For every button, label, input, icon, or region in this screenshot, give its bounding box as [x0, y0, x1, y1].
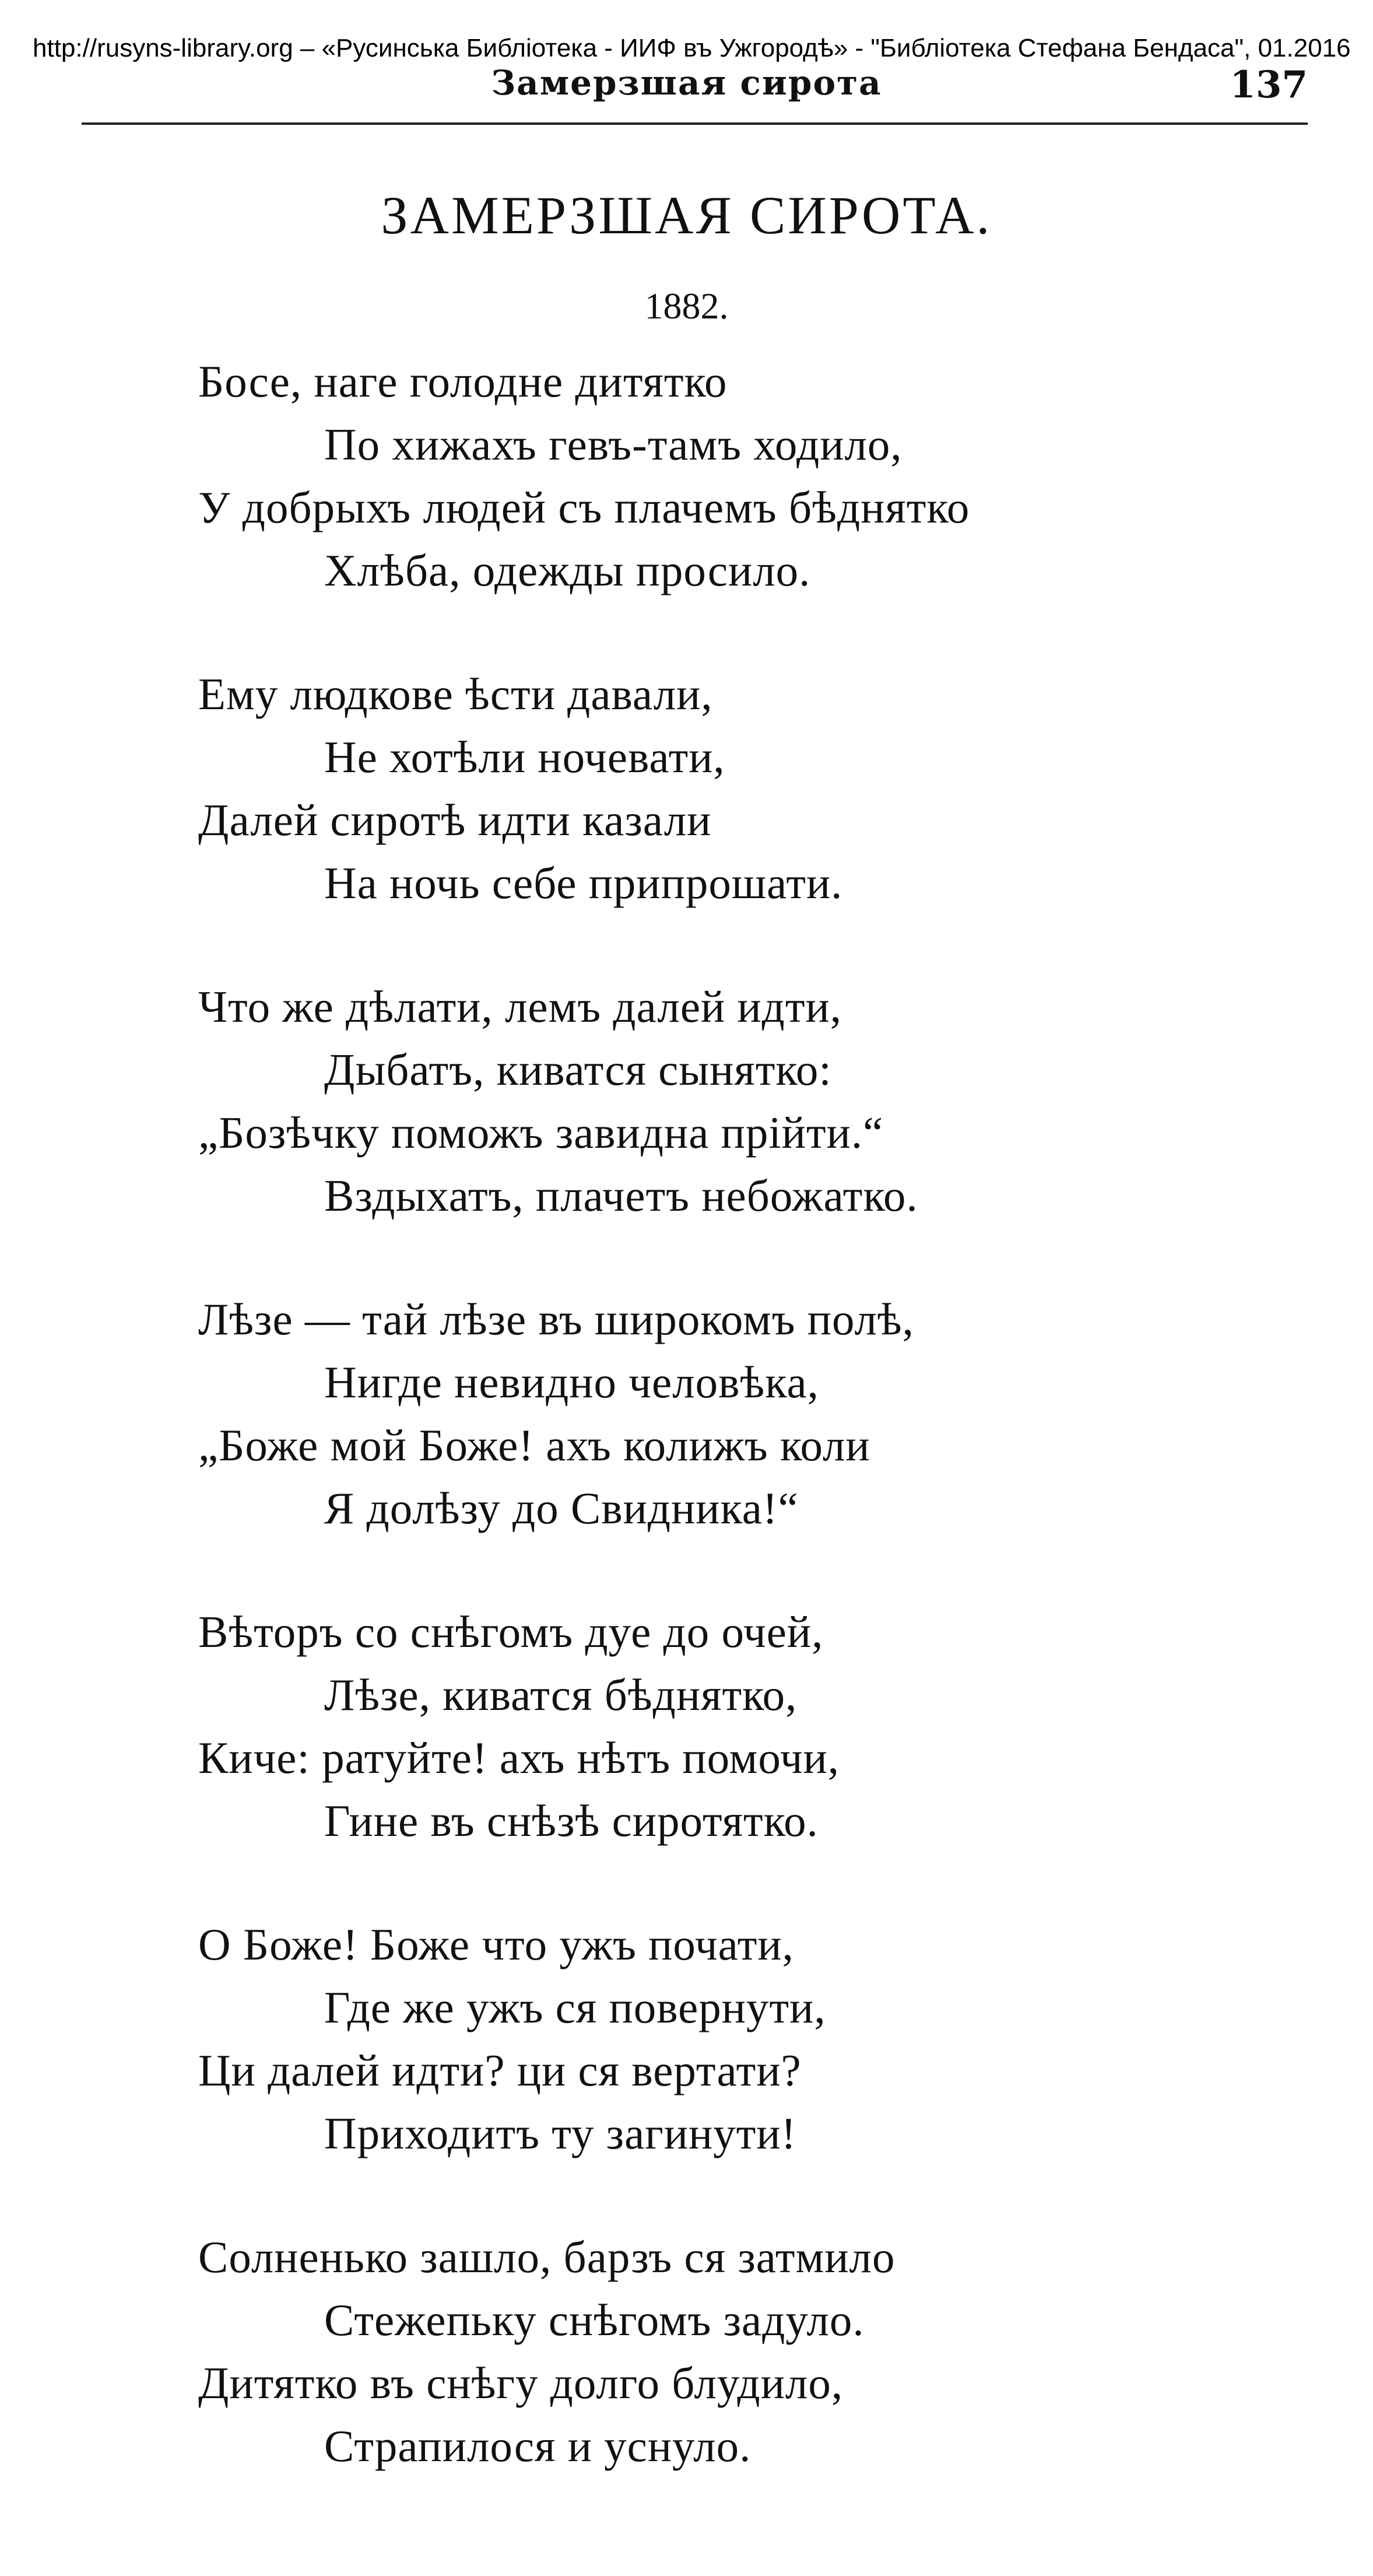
poem-line: Нигде невидно человѣка,	[324, 1357, 819, 1407]
stanza	[198, 2225, 1248, 2477]
poem-title: ЗАМЕРЗШАЯ СИРОТА.	[381, 185, 992, 245]
poem-line: Вѣторъ со снѣгомъ дуе до очей,	[198, 1607, 824, 1657]
poem-line: По хижахъ гевъ-тамъ ходило,	[324, 419, 903, 469]
poem-line: Стежепьку снѣгомъ задуло.	[324, 2295, 865, 2345]
poem-line: Хлѣба, одежды просило.	[324, 545, 811, 595]
poem-line: „Боже мой Боже! ахъ колижъ коли	[198, 1420, 870, 1470]
stanza	[198, 1913, 1248, 2165]
page-number: 137	[1230, 63, 1308, 107]
poem-line: Не хотѣли ночевати,	[324, 732, 725, 782]
poem-line: Лѣзе, киватся бѣднятко,	[324, 1670, 798, 1720]
poem-line: Ему людкове ѣсти давали,	[198, 669, 713, 719]
poem-line: Что же дѣлати, лемъ далей идти,	[198, 982, 842, 1032]
stanza	[198, 975, 1248, 1227]
poem-line: Вздыхатъ, плачетъ небожатко.	[324, 1170, 918, 1221]
poem-line: Босе, наге голодне дитятко	[198, 356, 728, 406]
poem-line: Приходитъ ту загинути!	[324, 2108, 797, 2158]
poem-line: На ночь себе припрошати.	[324, 858, 843, 908]
poem-line: Дитятко въ снѣгу долго блудило,	[198, 2358, 844, 2408]
poem-line: Лѣзе — тай лѣзе въ широкомъ полѣ,	[198, 1294, 914, 1344]
poem-body	[198, 350, 1248, 2538]
poem-line: О Боже! Боже что ужъ почати,	[198, 1919, 794, 1969]
poem-line: У добрыхъ людей съ плачемъ бѣднятко	[198, 482, 970, 532]
poem-line: Страпилося и уснуло.	[324, 2421, 752, 2471]
poem-line: Дыбатъ, киватся сынятко:	[324, 1045, 832, 1095]
poem-line: Гине въ снѣзѣ сиротятко.	[324, 1796, 819, 1846]
poem-line: „Бозѣчку поможъ завидна прійти.“	[198, 1107, 884, 1158]
stanza	[198, 350, 1248, 602]
stanza	[198, 1600, 1248, 1852]
poem-line: Где же ужъ ся повернути,	[324, 1982, 826, 2032]
poem-line: Я долѣзу до Свидника!“	[324, 1483, 799, 1533]
poem-line: Ци далей идти? ци ся вертати?	[198, 2045, 802, 2095]
running-header	[0, 63, 1373, 115]
poem-line: Далей сиротѣ идти казали	[198, 795, 712, 845]
stanza	[198, 663, 1248, 914]
poem-year: 1882.	[644, 285, 729, 327]
poem-line: Киче: ратуйте! ахъ нѣтъ помочи,	[198, 1733, 840, 1783]
poem-line: Солненько зашло, барзъ ся затмило	[198, 2232, 896, 2282]
stanza	[198, 1288, 1248, 1540]
running-title: Замерзшая сирота	[491, 63, 882, 103]
source-url-line: http://rusyns-library.org – «Русинська Библіотека - ИИФ въ Ужгородѣ» - "Библіотека Стефана Бендаса", 01.2016	[33, 34, 1351, 62]
header-rule	[82, 122, 1308, 125]
